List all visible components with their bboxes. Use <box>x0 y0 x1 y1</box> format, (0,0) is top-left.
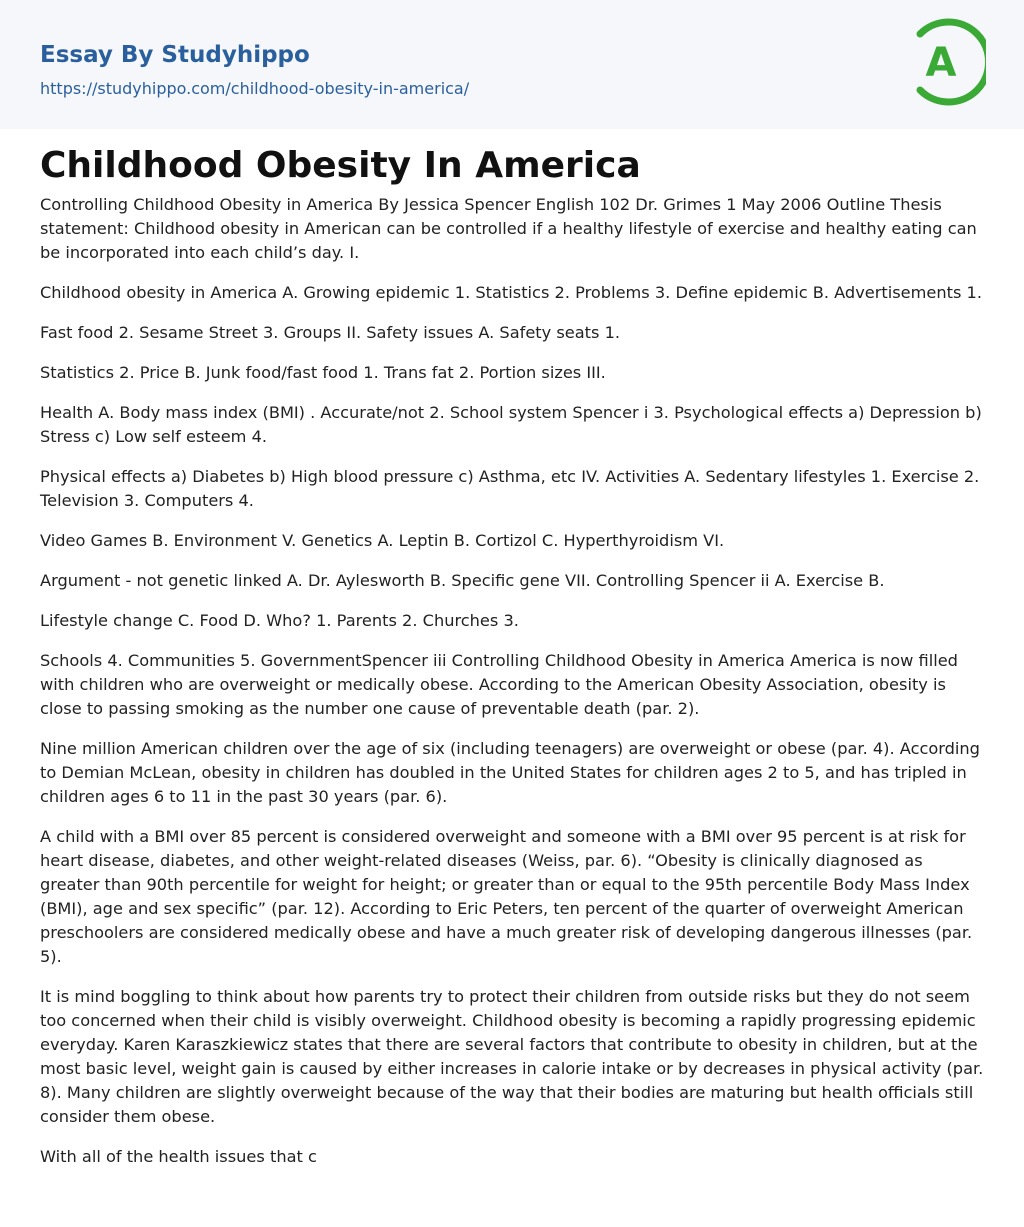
essay-paragraph: Childhood obesity in America A. Growing epidemic 1. Statistics 2. Problems 3. Define epidemic B. Advertisements 1. <box>40 283 982 302</box>
source-url-link[interactable]: https://studyhippo.com/childhood-obesity-in-america/ <box>40 79 470 98</box>
page-title: Childhood Obesity In America <box>40 145 641 186</box>
essay-paragraph: Video Games B. Environment V. Genetics A. Leptin B. Cortizol C. Hyperthyroidism VI. <box>40 531 725 550</box>
essay-paragraph: A child with a BMI over 85 percent is considered overweight and someone with a BMI over 95 percent is at risk for heart disease, diabetes, and other weight-related diseases (Weiss, par. 6). “Obesity is clinically diagnosed as greater than 90th percentile for weight for height; or greater than or equal to the 95th percentile Body Mass Index (BMI), age and sex specific” (par. 12). According to Eric Peters, ten percent of the quarter of overweight American preschoolers are considered medically obese and have a much greater risk of developing dangerous illnesses (par. 5). <box>40 827 973 966</box>
essay-paragraph: Fast food 2. Sesame Street 3. Groups II. Safety issues A. Safety seats 1. <box>40 323 621 342</box>
essay-paragraph: It is mind boggling to think about how parents try to protect their children from outside risks but they do not seem too concerned when their child is visibly overweight. Childhood obesity is becoming a rapidly progressing epidemic everyday. Karen Karaszkiewicz states that there are several factors that contribute to obesity in children, but at the most basic level, weight gain is caused by either increases in calorie intake or by decreases in physical activity (par. 8). Many children are slightly overweight because of the way that their bodies are maturing but health officials still consider them obese. <box>40 987 984 1126</box>
essay-paragraph: With all of the health issues that c <box>40 1147 317 1166</box>
essay-content <box>0 129 1024 1169</box>
essay-paragraph: Statistics 2. Price B. Junk food/fast food 1. Trans fat 2. Portion sizes III. <box>40 363 606 382</box>
logo-letter: A <box>925 40 957 86</box>
essay-paragraph: Health A. Body mass index (BMI) . Accurate/not 2. School system Spencer i 3. Psychological effects a) Depression b) Stress c) Low self esteem 4. <box>40 403 982 446</box>
brand-title: Essay By Studyhippo <box>40 42 310 68</box>
essay-paragraph: Lifestyle change C. Food D. Who? 1. Parents 2. Churches 3. <box>40 611 519 630</box>
essay-paragraph: Schools 4. Communities 5. GovernmentSpencer iii Controlling Childhood Obesity in America America is now filled with children who are overweight or medically obese. According to the American Obesity Association, obesity is close to passing smoking as the number one cause of preventable death (par. 2). <box>40 651 958 718</box>
studyhippo-logo-icon <box>914 18 986 106</box>
essay-paragraph: Nine million American children over the age of six (including teenagers) are overweight or obese (par. 4). According to Demian McLean, obesity in children has doubled in the United States for children ages 2 to 5, and has tripled in children ages 6 to 11 in the past 30 years (par. 6). <box>40 739 980 806</box>
essay-paragraph: Controlling Childhood Obesity in America By Jessica Spencer English 102 Dr. Grimes 1 May 2006 Outline Thesis statement: Childhood obesity in American can be controlled if a healthy lifestyle of exercise and healthy eating can be incorporated into each child’s day. I. <box>40 195 977 262</box>
site-header <box>0 0 1024 129</box>
essay-paragraph: Argument - not genetic linked A. Dr. Aylesworth B. Specific gene VII. Controlling Spencer ii A. Exercise B. <box>40 571 885 590</box>
essay-paragraph: Physical effects a) Diabetes b) High blood pressure c) Asthma, etc IV. Activities A. Sedentary lifestyles 1. Exercise 2. Television 3. Computers 4. <box>40 467 980 510</box>
